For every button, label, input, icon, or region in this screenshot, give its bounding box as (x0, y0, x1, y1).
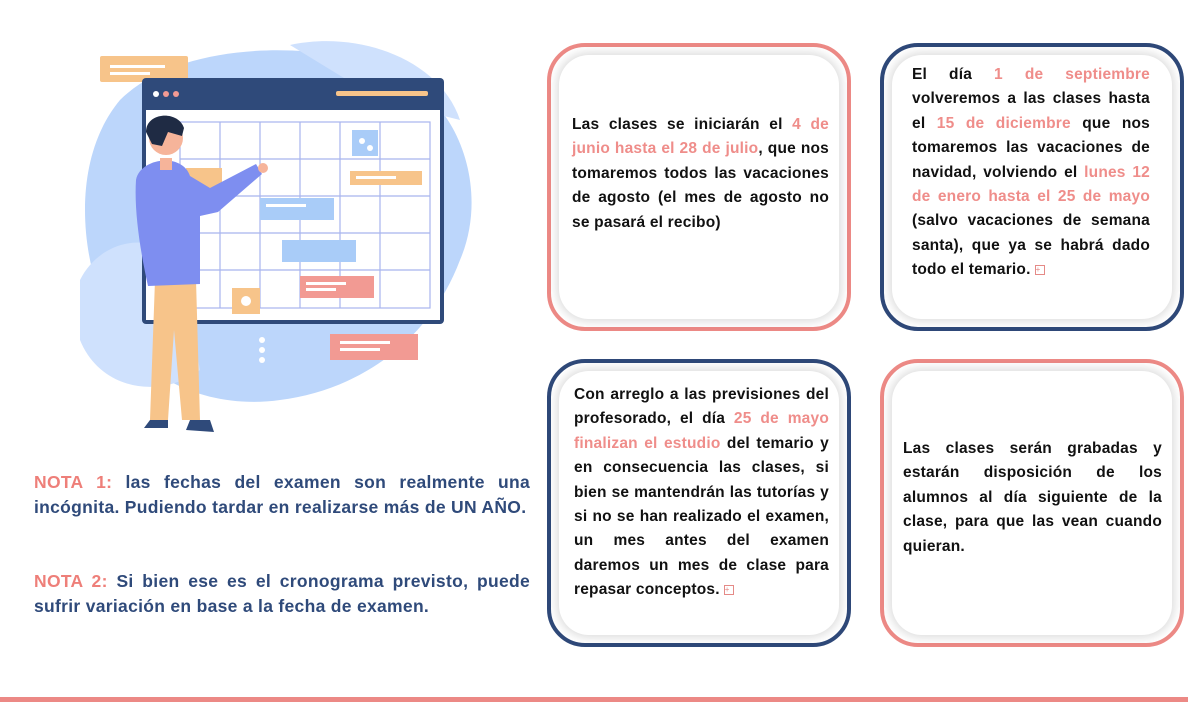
card-1-text-a: Las clases se iniciarán el (572, 116, 793, 133)
card-3-text (574, 383, 829, 603)
note-1-text: las fechas del examen son realmente una incógnita. Pudiendo tardar en realizarse más de UN AÑO. (34, 472, 530, 517)
card-start-classes (547, 43, 851, 331)
card-4-text (903, 437, 1162, 559)
card-recorded-classes (880, 359, 1184, 647)
calendar-illustration (60, 40, 480, 450)
card-1-text (572, 113, 829, 235)
note-1 (34, 470, 530, 520)
card-2-text-c: que nos tomaremos las vacaciones de navidad, volviendo el (912, 114, 1150, 181)
card-2-text-b: volveremos a las clases hasta el (912, 90, 1150, 132)
card-2-text-d: (salvo vacaciones de semana santa), que ya se habrá dado todo el temario. (912, 212, 1150, 279)
card-3-highlight: 25 de mayo finalizan el estudio (574, 410, 829, 452)
card-1-text-b: , que nos tomaremos todos las vacaciones de agosto (el mes de agosto no se pasará el recibo) (572, 140, 829, 231)
plus-box-icon[interactable]: + (1035, 265, 1045, 275)
card-2-text-a: El día (912, 66, 995, 83)
card-3-text-b: del temario y en consecuencia las clases, si bien se mantendrán las tutorías y si no se han realizado el examen, un mes antes del examen daremos un mes de clase para repasar conceptos. (574, 434, 829, 599)
bottom-divider (0, 697, 1188, 702)
card-4-text-a: Las clases serán grabadas y estarán disposición de los alumnos al día siguiente de la clase, para que las vean cuando quieran. (903, 440, 1162, 555)
card-september (880, 43, 1184, 331)
plus-box-icon[interactable]: + (724, 585, 734, 595)
note-1-label: NOTA 1: (34, 472, 113, 492)
card-end-classes (547, 359, 851, 647)
note-2-text: Si bien ese es el cronograma previsto, puede sufrir variación en base a la fecha de examen. (34, 571, 530, 616)
note-2-label: NOTA 2: (34, 571, 108, 591)
note-2 (34, 569, 530, 619)
card-2-highlight-2: 15 de diciembre (936, 114, 1071, 132)
card-3-text-a: Con arreglo a las previsiones del profesorado, el día (574, 386, 829, 428)
card-2-highlight-3: lunes 12 de enero hasta el 25 de mayo (912, 163, 1150, 206)
card-2-text (912, 63, 1150, 283)
card-2-highlight-1: 1 de septiembre (994, 66, 1150, 83)
card-1-highlight: 4 de junio hasta el 28 de julio (572, 116, 829, 158)
